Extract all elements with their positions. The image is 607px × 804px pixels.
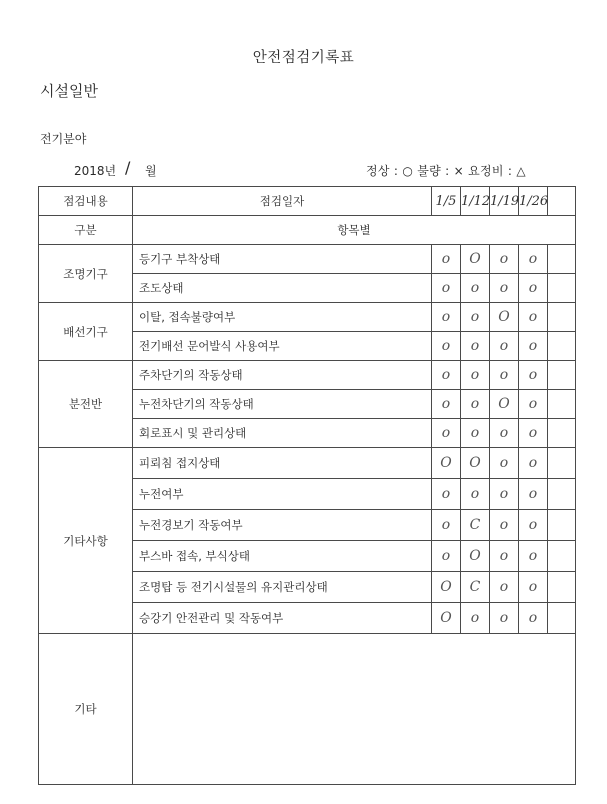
- remarks-row: [39, 634, 576, 785]
- check-mark: o: [432, 332, 461, 361]
- item-label: 조명탑 등 전기시설물의 유지관리상태: [133, 572, 432, 603]
- check-mark: o: [519, 332, 548, 361]
- table-row: [39, 303, 576, 332]
- item-label: 전기배선 문어발식 사용여부: [133, 332, 432, 361]
- item-label: 회로표시 및 관리상태: [133, 419, 432, 448]
- remarks-label: 기타: [39, 634, 133, 785]
- check-mark: [548, 332, 576, 361]
- check-mark: o: [461, 419, 490, 448]
- check-mark: o: [519, 448, 548, 479]
- subheader-row: [39, 216, 576, 245]
- table-row: [39, 361, 576, 390]
- item-label: 조도상태: [133, 274, 432, 303]
- check-mark: o: [490, 541, 519, 572]
- check-mark: o: [519, 303, 548, 332]
- check-mark: o: [490, 603, 519, 634]
- check-mark: [548, 361, 576, 390]
- date-separator: /: [125, 158, 131, 177]
- check-mark: o: [432, 390, 461, 419]
- check-mark: o: [490, 419, 519, 448]
- check-mark: o: [461, 361, 490, 390]
- check-mark: o: [432, 479, 461, 510]
- table-row: [39, 448, 576, 479]
- check-mark: [548, 419, 576, 448]
- check-mark: o: [490, 572, 519, 603]
- check-mark: o: [490, 479, 519, 510]
- item-label: 부스바 접속, 부식상태: [133, 541, 432, 572]
- inspection-table: [38, 186, 576, 785]
- check-mark: o: [461, 303, 490, 332]
- check-mark: o: [461, 479, 490, 510]
- item-label: 피뢰침 접지상태: [133, 448, 432, 479]
- date-cell: 1/26: [519, 187, 548, 216]
- check-mark: o: [519, 541, 548, 572]
- category-cell: 배선기구: [39, 303, 133, 361]
- header-items: 항목별: [133, 216, 576, 245]
- check-mark: o: [461, 390, 490, 419]
- check-mark: o: [490, 274, 519, 303]
- field-label: 전기분야: [40, 132, 87, 146]
- check-mark: O: [461, 245, 490, 274]
- remarks-field[interactable]: [133, 634, 576, 785]
- check-mark: o: [432, 419, 461, 448]
- check-mark: o: [519, 603, 548, 634]
- date-cell: 1/12: [461, 187, 490, 216]
- check-mark: [548, 603, 576, 634]
- check-mark: o: [519, 419, 548, 448]
- legend: 정상 : ○ 불량 : × 요정비 : △: [366, 164, 526, 178]
- check-mark: [548, 572, 576, 603]
- check-mark: o: [490, 332, 519, 361]
- check-mark: o: [519, 361, 548, 390]
- check-mark: o: [461, 332, 490, 361]
- item-label: 누전차단기의 작동상태: [133, 390, 432, 419]
- header-category: 구분: [39, 216, 133, 245]
- check-mark: o: [490, 245, 519, 274]
- category-cell: 기타사항: [39, 448, 133, 634]
- check-mark: C: [461, 510, 490, 541]
- item-label: 주차단기의 작동상태: [133, 361, 432, 390]
- check-mark: C: [461, 572, 490, 603]
- check-mark: o: [490, 361, 519, 390]
- item-label: 누전경보기 작동여부: [133, 510, 432, 541]
- check-mark: o: [432, 303, 461, 332]
- check-mark: o: [461, 274, 490, 303]
- date-cell: [548, 187, 576, 216]
- check-mark: O: [432, 603, 461, 634]
- check-mark: O: [490, 390, 519, 419]
- date-cell: 1/19: [490, 187, 519, 216]
- check-mark: o: [519, 245, 548, 274]
- check-mark: o: [461, 603, 490, 634]
- check-mark: [548, 479, 576, 510]
- check-mark: [548, 390, 576, 419]
- category-cell: 분전반: [39, 361, 133, 448]
- facility-label: 시설일반: [40, 82, 98, 100]
- item-label: 승강기 안전관리 및 작동여부: [133, 603, 432, 634]
- check-mark: o: [432, 361, 461, 390]
- check-mark: O: [461, 448, 490, 479]
- header-inspection-date: 점검일자: [133, 187, 432, 216]
- check-mark: o: [519, 479, 548, 510]
- check-mark: [548, 274, 576, 303]
- check-mark: [548, 541, 576, 572]
- check-mark: O: [432, 572, 461, 603]
- category-cell: 조명기구: [39, 245, 133, 303]
- check-mark: o: [519, 274, 548, 303]
- check-mark: o: [519, 572, 548, 603]
- check-mark: o: [519, 390, 548, 419]
- document-title: 안전점검기록표: [252, 50, 355, 66]
- header-inspection-content: 점검내용: [39, 187, 133, 216]
- check-mark: o: [519, 510, 548, 541]
- check-mark: O: [490, 303, 519, 332]
- check-mark: o: [490, 448, 519, 479]
- check-mark: o: [490, 510, 519, 541]
- check-mark: [548, 303, 576, 332]
- check-mark: o: [432, 274, 461, 303]
- check-mark: o: [432, 245, 461, 274]
- date-cell: 1/5: [432, 187, 461, 216]
- item-label: 등기구 부착상태: [133, 245, 432, 274]
- check-mark: O: [432, 448, 461, 479]
- check-mark: o: [432, 510, 461, 541]
- check-mark: [548, 448, 576, 479]
- check-mark: O: [461, 541, 490, 572]
- month-label: 월: [145, 164, 157, 178]
- table-row: [39, 245, 576, 274]
- header-row: [39, 187, 576, 216]
- item-label: 이탈, 접속불량여부: [133, 303, 432, 332]
- year-label: 2018년: [74, 164, 117, 178]
- check-mark: o: [432, 541, 461, 572]
- item-label: 누전여부: [133, 479, 432, 510]
- check-mark: [548, 245, 576, 274]
- check-mark: [548, 510, 576, 541]
